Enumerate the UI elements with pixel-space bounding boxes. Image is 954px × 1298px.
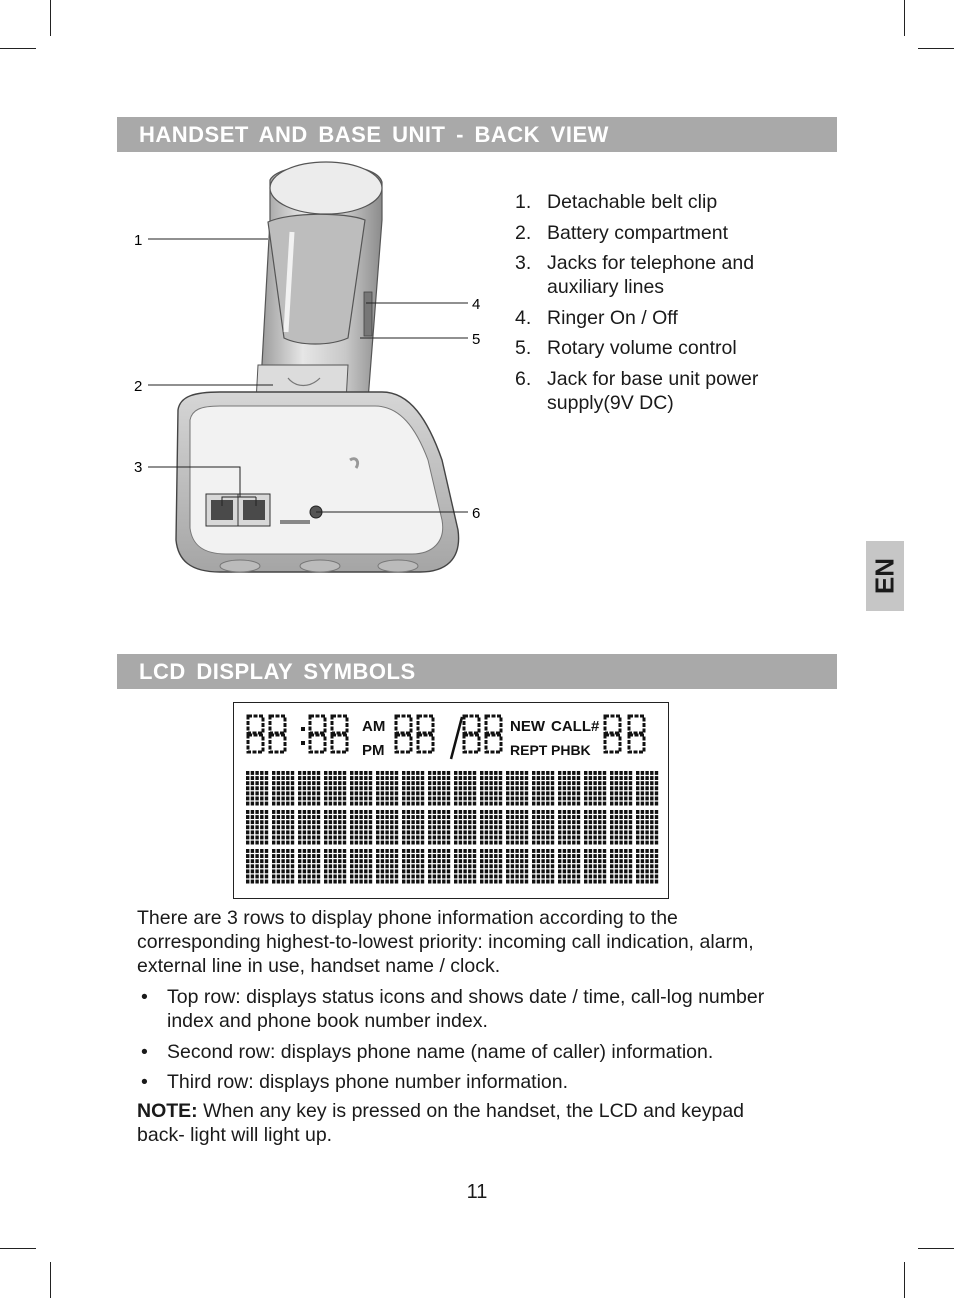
item-label: Ringer On / Off: [547, 306, 678, 329]
belt-clip: [268, 214, 365, 344]
rept-symbol: REPT: [510, 742, 548, 758]
callout-6: 6: [472, 505, 481, 522]
item-number: 4.: [515, 306, 532, 329]
item-label: Jack for base unit power supply(9V DC): [547, 367, 759, 414]
ringer-switch: [364, 292, 372, 336]
segment-digit: [248, 716, 263, 733]
note-paragraph: [137, 1099, 797, 1147]
segment-digit: [418, 716, 433, 733]
crop-mark: [904, 0, 905, 36]
callout-1: 1: [134, 232, 143, 249]
description-paragraph: There are 3 rows to display phone information according to the corresponding highest-to-lowest priority: incoming call indication, alarm, external line in use, handset name / clock.: [137, 907, 754, 977]
crop-mark: [0, 1248, 36, 1249]
item-number: 5.: [515, 337, 532, 359]
segment-digit: [248, 735, 263, 752]
segment-digit: [270, 716, 285, 733]
segment-digit: [332, 716, 347, 733]
segment-digit: [464, 716, 479, 733]
crop-mark: [904, 1262, 905, 1298]
segment-digit: [605, 716, 620, 733]
item-number: 2.: [515, 221, 532, 244]
callout-3: 3: [134, 459, 143, 476]
bullet-text: Third row: displays phone number information.: [167, 1071, 569, 1093]
note-text: When any key is pressed on the handset, the LCD and keypad back- light will light up.: [137, 1100, 745, 1146]
callout-5: 5: [472, 331, 481, 348]
crop-mark: [50, 1262, 51, 1298]
segment-digit: [418, 735, 433, 752]
segment-digit: [486, 735, 501, 752]
section-title-lcd: LCD DISPLAY SYMBOLS: [117, 654, 837, 689]
section-title-back-view: HANDSET AND BASE UNIT - BACK VIEW: [117, 117, 837, 152]
crop-mark: [918, 48, 954, 49]
list-item: [515, 336, 815, 360]
slash-separator: [451, 717, 462, 759]
crop-mark: [0, 48, 36, 49]
bullet-list: [137, 985, 797, 1101]
phbk-symbol: PHBK: [551, 742, 591, 758]
list-item: [515, 221, 815, 245]
new-symbol: NEW: [510, 718, 545, 735]
list-item: [515, 306, 815, 330]
note-label: NOTE:: [137, 1100, 198, 1122]
segment-digit: [629, 716, 644, 733]
list-item: • Second row: displays phone name (name of caller) information.: [141, 1040, 714, 1063]
colon-dot: [301, 727, 305, 731]
item-label: Jacks for telephone and auxiliary lines: [547, 252, 755, 298]
segment-digit: [605, 735, 620, 752]
list-item: [515, 251, 815, 299]
pm-symbol: PM: [362, 742, 385, 759]
call-number-symbol: CALL#: [551, 718, 600, 735]
segment-digit: [486, 716, 501, 733]
handset-base-illustration: [120, 160, 490, 590]
colon-dot: [301, 741, 305, 745]
item-label: Detachable belt clip: [547, 191, 718, 213]
list-item: • Top row: displays status icons and shows date / time, call-log number index and phone book number index.: [141, 986, 765, 1032]
language-label: EN: [869, 557, 900, 595]
dot-matrix: [246, 771, 658, 884]
list-item: [515, 367, 815, 415]
crop-mark: [918, 1248, 954, 1249]
segment-digit: [270, 735, 285, 752]
lcd-display: [233, 702, 669, 899]
am-symbol: AM: [362, 718, 386, 735]
item-number: 6.: [515, 367, 532, 390]
callout-2: 2: [134, 378, 143, 395]
item-number: 3.: [515, 252, 532, 274]
segment-digit: [396, 716, 411, 733]
language-tab: [866, 541, 904, 611]
lcd-segments: [234, 703, 668, 898]
item-number: 1.: [515, 191, 532, 213]
page-number: 11: [466, 1181, 488, 1203]
item-label: Rotary volume control: [547, 337, 737, 359]
list-item: • Third row: displays phone number information.: [141, 1071, 569, 1093]
crop-mark: [50, 0, 51, 36]
callout-4: 4: [472, 296, 481, 313]
segment-digit: [396, 735, 411, 752]
parts-list: [515, 190, 815, 421]
segment-digit: [310, 716, 325, 733]
item-label: Battery compartment: [547, 221, 728, 244]
segment-digit: [332, 735, 347, 752]
list-item: [515, 190, 815, 214]
segment-digit: [464, 735, 479, 752]
segment-digit: [629, 735, 644, 752]
bullet-text: Second row: displays phone name (name of caller) information.: [167, 1040, 714, 1063]
bullet-text: Top row: displays status icons and shows date / time, call-log number index and phone book number index.: [167, 986, 765, 1032]
segment-digit: [310, 735, 325, 752]
handset-top: [270, 162, 382, 214]
